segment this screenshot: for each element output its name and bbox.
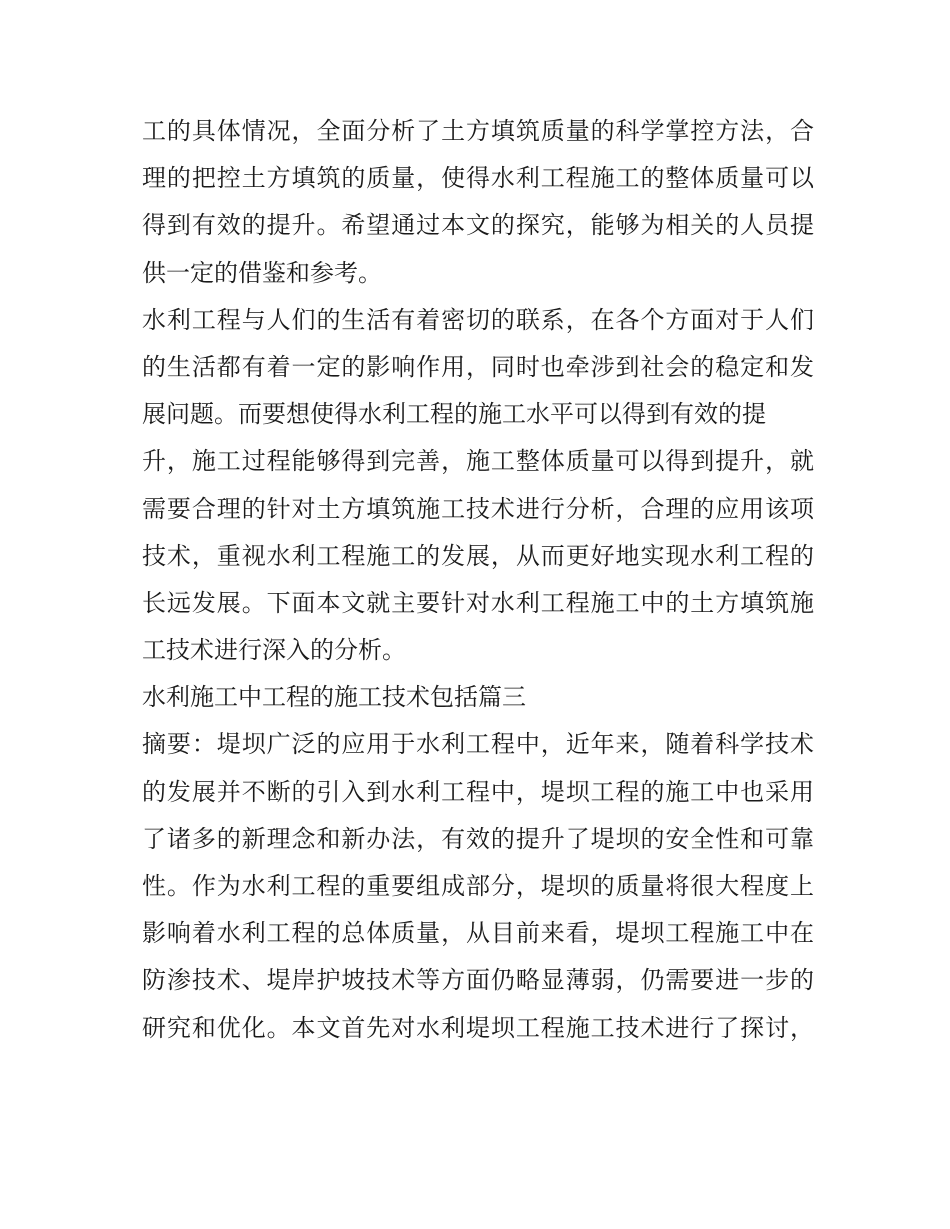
text-line: 的发展并不断的引入到水利工程中，堤坝工程的施工中也采用 [142, 777, 814, 806]
text-line: 研究和优化。本文首先对水利堤坝工程施工技术进行了探讨， [142, 1013, 814, 1042]
text-line: 了诸多的新理念和新办法，有效的提升了堤坝的安全性和可靠 [142, 824, 814, 853]
text-line: 需要合理的针对土方填筑施工技术进行分析，合理的应用该项 [142, 494, 814, 523]
body-text [142, 108, 814, 1052]
text-line: 水利工程与人们的生活有着密切的联系，在各个方面对于人们 [142, 305, 814, 334]
text-line: 理的把控土方填筑的质量，使得水利工程施工的整体质量可以 [142, 164, 814, 193]
text-line: 工的具体情况，全面分析了土方填筑质量的科学掌控方法，合 [142, 117, 814, 145]
text-line: 防渗技术、堤岸护坡技术等方面仍略显薄弱，仍需要进一步的 [142, 966, 814, 995]
section-heading: 水利施工中工程的施工技术包括篇三 [142, 683, 526, 712]
text-line: 展问题。而要想使得水利工程的施工水平可以得到有效的提 [142, 400, 766, 429]
text-line: 得到有效的提升。希望通过本文的探究，能够为相关的人员提 [142, 211, 814, 240]
text-line: 的生活都有着一定的影响作用，同时也牵涉到社会的稳定和发 [142, 352, 814, 381]
text-line: 工技术进行深入的分析。 [142, 636, 406, 665]
text-line: 升，施工过程能够得到完善，施工整体质量可以得到提升，就 [142, 447, 814, 476]
text-line: 摘要：堤坝广泛的应用于水利工程中，近年来，随着科学技术 [142, 730, 814, 759]
text-line: 技术，重视水利工程施工的发展，从而更好地实现水利工程的 [142, 541, 814, 570]
text-line: 长远发展。下面本文就主要针对水利工程施工中的土方填筑施 [142, 588, 814, 617]
text-line: 性。作为水利工程的重要组成部分，堤坝的质量将很大程度上 [142, 872, 814, 900]
text-line: 影响着水利工程的总体质量，从目前来看，堤坝工程施工中在 [142, 919, 814, 948]
text-line: 供一定的借鉴和参考。 [142, 258, 382, 287]
